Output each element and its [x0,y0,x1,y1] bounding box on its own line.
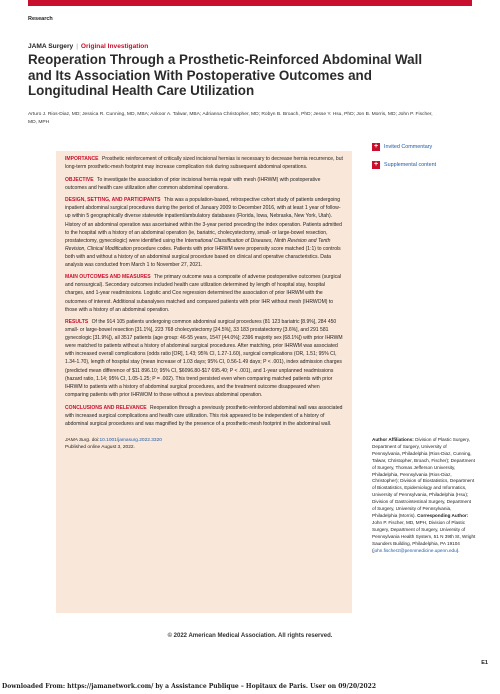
design-text-1: This was a population-based, retrospective cohort study of patients undergoing inpatient abdominal surgical procedures during the period of January 2009 to December 2016, with at least 1 year of follow-up within 5 geographically diverse statewide inpatient/ambulatory databases (Florida, Iowa, Nebraska, New York, Utah). History of an abdominal operation was ascertained within the 3-year period preceding the index operation. Patients admitted to the hospital with a history of an abdominal operation (ie, bariatric, cholecystectomy, small- or large-bowel resection, prostatectomy, gynecologic) were identified using the [65,197,342,244]
abstract-box [56,151,352,613]
conclusions-label: CONCLUSIONS AND RELEVANCE [65,404,147,411]
results-label: RESULTS [65,319,89,326]
abstract-results [65,318,343,398]
abstract-measures [65,273,343,313]
corresponding-text: John P. Fischer, MD, MPH, Division of Plastic Surgery, Department of Surgery, University of Pennsylvania Health System, 51 N 39th St, Wright Saunders Building, Philadelphia, PA 19104 ( [372,519,476,553]
journal-line [28,43,148,50]
measures-text: The primary outcome was a composite of adverse postoperative outcomes (surgical and nonsurgical). Secondary outcomes included health care utilization determined by length of hospital stay, hospital charges, and 1-year readmissions. Logistic and Cox regression determined the association of prior IHRWM with the outcomes of interest. Additional subanalyses matched and compared patients with prior IHR without mesh (IHRWOM) to those with a history of an abdominal operation. [65,274,342,313]
abstract-conclusions [65,404,343,428]
supplemental-content-link[interactable] [372,161,482,169]
copyright-notice: © 2022 American Medical Association. All rights reserved. [167,633,333,639]
page-number: E1 [481,660,488,666]
corresponding-end: ). [456,547,460,553]
section-label: Research [28,16,53,22]
corresponding-label: Corresponding Author: [417,512,469,518]
citation-block [65,437,343,452]
download-footer: Downloaded From: https://jamanetwork.com/ by a Assistance Publique – Hopitaux de Paris. User on 09/20/2022 [2,683,377,690]
published-date: Published online August 3, 2022. [65,445,135,451]
design-text-2: procedure codes. Patients with prior IHRWM were propensity score matched (1:1) to controls both with and without a history of an abdominal surgical procedure based on clinical and operative characteristics. Data analysis was conducted from March 1 to November 27, 2021. [65,245,341,268]
affiliations-text: Division of Plastic Surgery, Department of Surgery, University of Pennsylvania, Philadelphia (Rios-Diaz, Cunning, Talwar, Christopher, Broach, Fischer); Department of Surgery, Thomas Jefferson University, Philadelphia, Pennsylvania (Rios-Diaz, Christopher); Division of Biostatistics, Department of Biostatistics, Epidemiology and Informatics, University of Pennsylvania, Philadelphia (Hsu); Division of Gastrointestinal Surgery, Department of Surgery, University of Pennsylvania, Philadelphia (Morris). [372,437,475,518]
objective-text: To investigate the association of prior incisional hernia repair with mesh (IHRWM) with postoperative outcomes and health care utilization after common abdominal operations. [65,176,321,191]
citation-doi-label: doi: [91,437,100,443]
supplemental-content-label: Supplemental content [384,162,437,168]
article-title: Reoperation Through a Prosthetic-Reinforced Abdominal Wall and Its Association With Postoperative Outcomes and Longitudinal Health Care Utilization [28,52,423,99]
objective-label: OBJECTIVE [65,176,94,183]
abstract-importance [65,155,343,171]
design-italic: International Classification of Diseases, Ninth Revision and Tenth Revision, Clinical Modification [65,237,331,252]
invited-commentary-link[interactable] [372,143,482,151]
journal-separator: | [76,43,78,50]
invited-commentary-label: Invited Commentary [384,144,433,150]
design-label: DESIGN, SETTING, AND PARTICIPANTS [65,197,161,204]
author-list: Arturo J. Rios-Diaz, MD; Jessica R. Cunning, MD, MBA; Ankoor A. Talwar, MBA; Adrianna Christopher, MD; Robyn B. Broach, PhD; Jesse Y. Hsu, PhD; Jon B. Morris, MD; John P. Fischer, MD, MPH [28,112,433,125]
doi-link[interactable]: 10.1001/jamasurg.2022.3320 [99,437,162,443]
email-link[interactable]: john.fischer2@pennmedicine.upenn.edu [373,547,457,553]
affiliations-label: Author Affiliations: [372,437,414,442]
citation-journal: JAMA Surg. [65,437,91,443]
abstract-design [65,196,343,268]
journal-name: JAMA Surgery [28,43,74,50]
conclusions-text: Reoperation through a previously prosthetic-reinforced abdominal wall was associated with increased surgical complications and health care utilization. This risk appeared to be independent of a history of abdominal surgical procedures and was magnified by the presence of a prosthetic-mesh footprint in the abdominal wall. [65,404,343,427]
side-links [372,143,482,179]
author-affiliations [372,437,476,554]
results-text: Of the 914 105 patients undergoing common abdominal surgical procedures (81 123 bariatric [8.9%], 284 450 small- or large-bowel resection [31.1%], 223 768 cholecystectomy [24.5%], 33 183 prostatectomy [3.6%], and 291 581 gynecologic [31.9%]), all 3517 patients (age group: 46-55 years, 1547 [44.0%]; 2396 majority sex [68.1%]) with prior IHRWM were matched to patients without a history of abdominal surgical procedures. After matching, prior IHRWM was associated with increased overall complications (odds ratio [OR], 1.43; 95% CI, 1.27-1.60), surgical complications (OR, 1.51; 95% CI, 1.34-1.70), length of hospital stay (mean increase of 1.03 days; 95% CI, 0.56-1.49 days; P < .001), index admission charges (predicted mean difference of $11 896.10; 95% CI, $6096.80-$17 695.40; P < .001), and 1-year unplanned readmissions (hazard ratio, 1.14; 95% CI, 1.05-1.25; P = .002). This trend persisted even when comparing matched patients with prior IHRWM to patients with a history of abdominal surgical procedures, and the treatment outcome disappeared when comparing patients with prior IHRWOM to those without a previous abdominal operation. [65,319,343,398]
importance-label: IMPORTANCE [65,156,99,162]
abstract-objective [65,176,343,192]
plus-icon: + [373,143,379,150]
importance-text: Prosthetic reinforcement of critically sized incisional hernias is necessary to decrease hernia recurrence, but long-term prosthetic-mesh footprint may increase complication risk during subsequent abdominal operations. [65,156,343,171]
measures-label: MAIN OUTCOMES AND MEASURES [65,274,151,281]
article-type: Original Investigation [80,43,149,50]
citation-line [65,437,343,445]
header-accent-bar [28,0,472,6]
plus-icon: + [373,161,379,168]
